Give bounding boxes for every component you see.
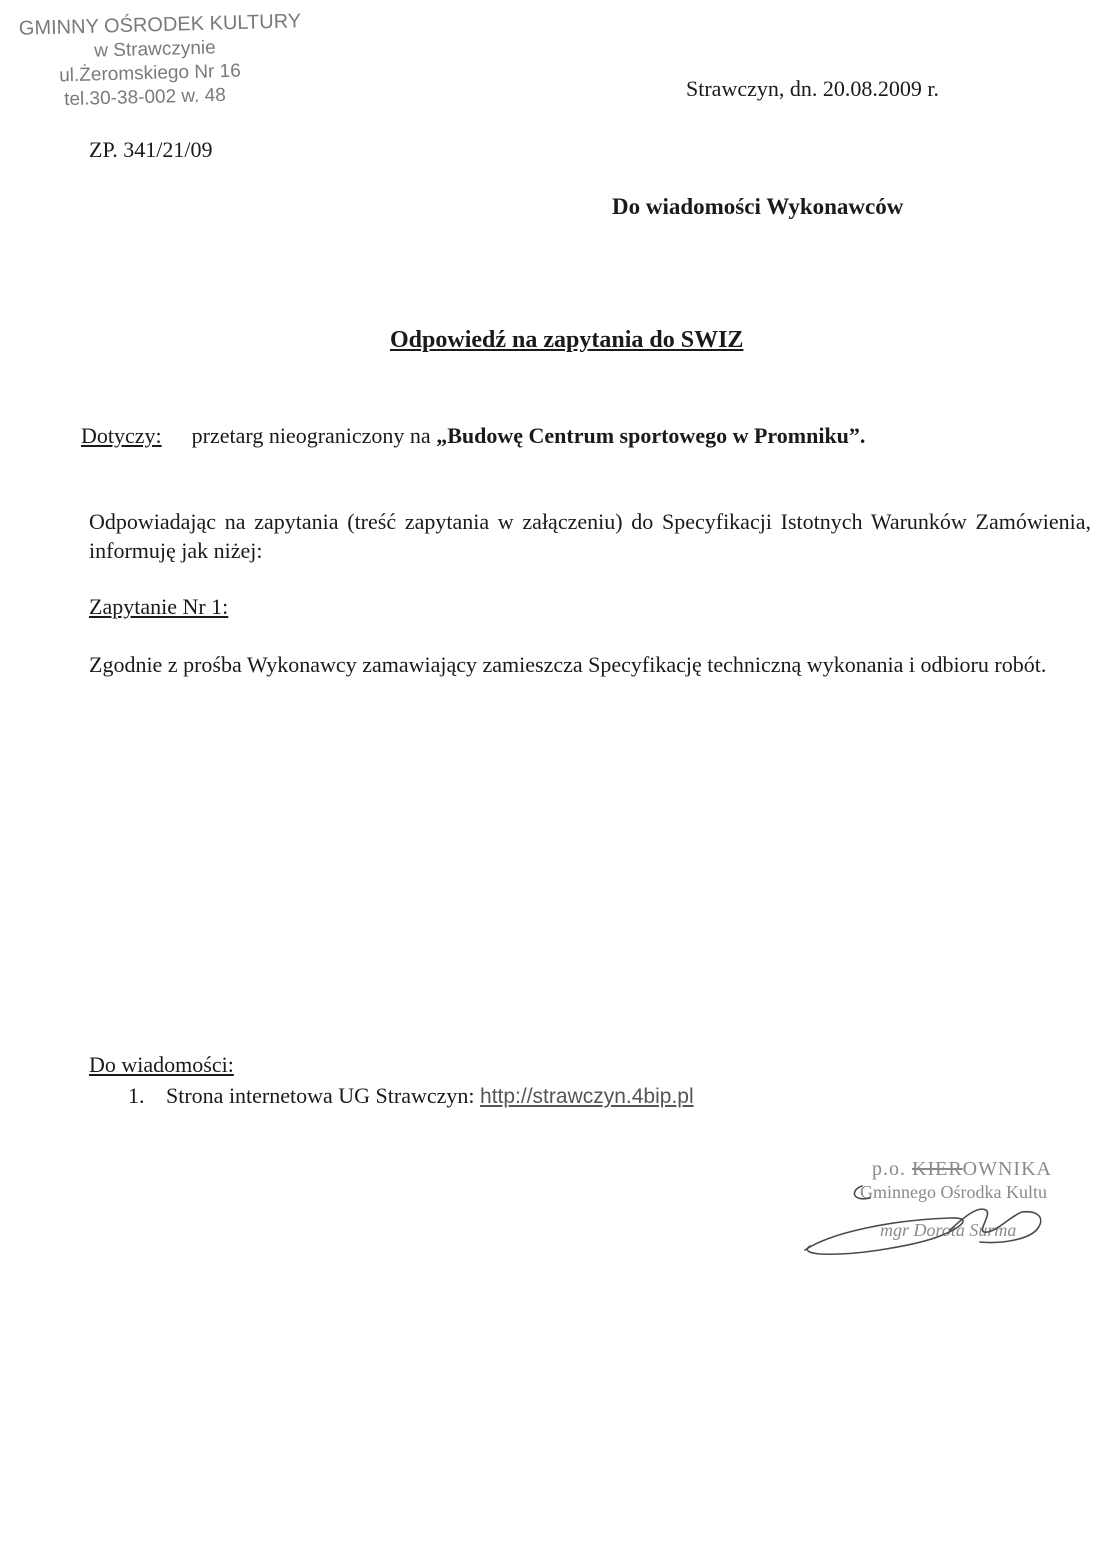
stamp-line-town: w Strawczynie [94,37,216,62]
concerns-subject: „Budowę Centrum sportowego w Promniku”. [436,423,866,448]
signature-title-struck: KIER [912,1158,963,1180]
recipient-heading: Do wiadomości Wykonawców [612,194,904,219]
signature-title-rest: OWNIKA [962,1158,1052,1180]
document-title: Odpowiedź na zapytania do SWIZ [390,327,744,353]
cc-label: Do wiadomości: [89,1052,234,1077]
intro-paragraph: Odpowiadając na zapytania (treść zapytania w załączeniu) do Specyfikacji Istotnych Warunków Zamówienia, informuję jak niżej: [89,509,1091,563]
question-label: Zapytanie Nr 1: [89,594,229,619]
stamp-line-street: ul.Żeromskiego Nr 16 [58,60,242,87]
cc-item-number: 1. [128,1083,145,1108]
reference-number: ZP. 341/21/09 [89,137,213,162]
document-date: Strawczyn, dn. 20.08.2009 r. [686,76,939,101]
signature-institution: Gminnego Ośrodka Kultu [860,1182,1047,1202]
cc-item-text: Strona internetowa UG Strawczyn: [166,1083,481,1108]
answer-paragraph: Zgodnie z prośba Wykonawcy zamawiający zamieszcza Specyfikację techniczną wykonania i odbioru robót. [89,652,1047,677]
stamp-line-name: GMINNY OŚRODEK KULTURY [18,10,302,40]
signature-title-prefix: p.o. [872,1158,912,1180]
cc-list-item [128,1083,694,1109]
concerns-line [81,423,865,449]
handwritten-signature-icon [800,1158,1070,1268]
concerns-text: przetarg nieograniczony na [191,423,437,448]
signature-stamp [800,1158,1070,1268]
concerns-label: Dotyczy: [81,423,162,448]
signature-name: mgr Dorota Surma [880,1220,1017,1240]
stamp-line-phone: tel.30-38-002 w. 48 [63,84,227,111]
institution-stamp [0,10,320,111]
website-link[interactable]: http://strawczyn.4bip.pl [480,1085,694,1108]
